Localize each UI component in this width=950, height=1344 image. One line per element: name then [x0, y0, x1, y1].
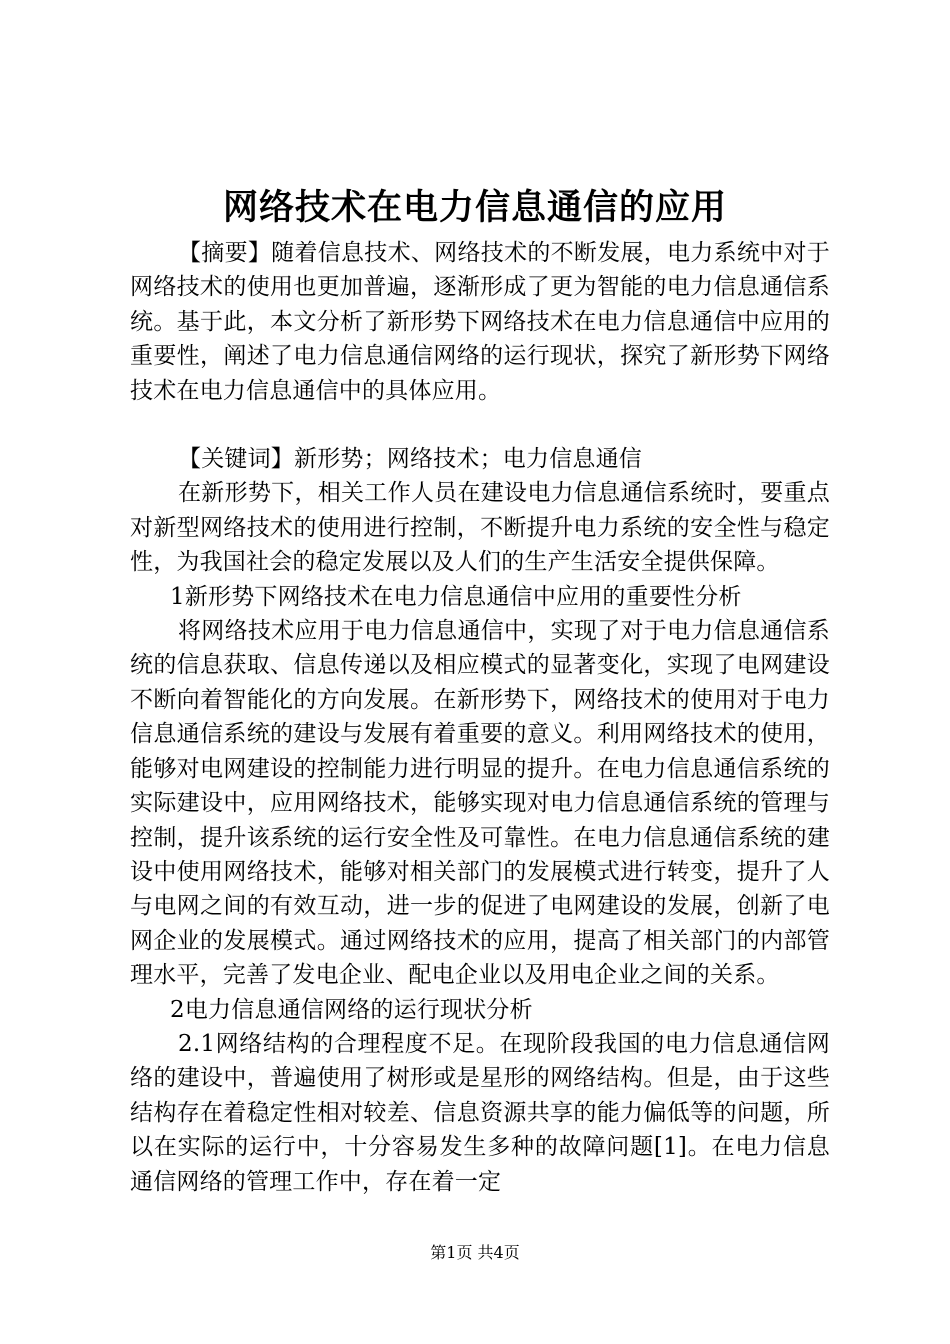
keywords-paragraph: 【关键词】新形势；网络技术；电力信息通信: [178, 446, 642, 473]
page-number-footer: 第1页 共4页: [430, 1243, 520, 1262]
section-heading-2: 2电力信息通信网络的运行现状分析: [170, 996, 533, 1023]
document-body: [130, 236, 830, 1199]
section-1-paragraph: 将网络技术应用于电力信息通信中，实现了对于电力信息通信系统的信息获取、信息传递以及相应模式的显著变化，实现了电网建设不断向着智能化的方向发展。在新形势下，网络技术的使用对于电力信息通信系统的建设与发展有着重要的意义。利用网络技术的使用，能够对电网建设的控制能力进行明显的提升。在电力信息通信系统的实际建设中，应用网络技术，能够实现对电力信息通信系统的管理与控制，提升该系统的运行安全性及可靠性。在电力信息通信系统的建设中使用网络技术，能够对相关部门的发展模式进行转变，提升了人与电网之间的有效互动，进一步的促进了电网建设的发展，创新了电网企业的发展模式。通过网络技术的应用，提高了相关部门的内部管理水平，完善了发电企业、配电企业以及用电企业之间的关系。: [130, 618, 830, 989]
intro-paragraph: 在新形势下，相关工作人员在建设电力信息通信系统时，要重点对新型网络技术的使用进行控制，不断提升电力系统的安全性与稳定性，为我国社会的稳定发展以及人们的生产生活安全提供保障。: [130, 480, 830, 576]
document-title: 网络技术在电力信息通信的应用: [222, 188, 727, 228]
section-2-1-paragraph: 2.1网络结构的合理程度不足。在现阶段我国的电力信息通信网络的建设中，普遍使用了树形或是星形的网络结构。但是，由于这些结构存在着稳定性相对较差、信息资源共享的能力偏低等的问题，所以在实际的运行中，十分容易发生多种的故障问题[1]。在电力信息通信网络的管理工作中，存在着一定: [130, 1030, 830, 1195]
section-heading-1: 1新形势下网络技术在电力信息通信中应用的重要性分析: [170, 583, 742, 610]
abstract-paragraph: 【摘要】随着信息技术、网络技术的不断发展，电力系统中对于网络技术的使用也更加普遍，逐渐形成了更为智能的电力信息通信系统。基于此，本文分析了新形势下网络技术在电力信息通信中应用的重要性，阐述了电力信息通信网络的运行现状，探究了新形势下网络技术在电力信息通信中的具体应用。: [130, 240, 830, 404]
